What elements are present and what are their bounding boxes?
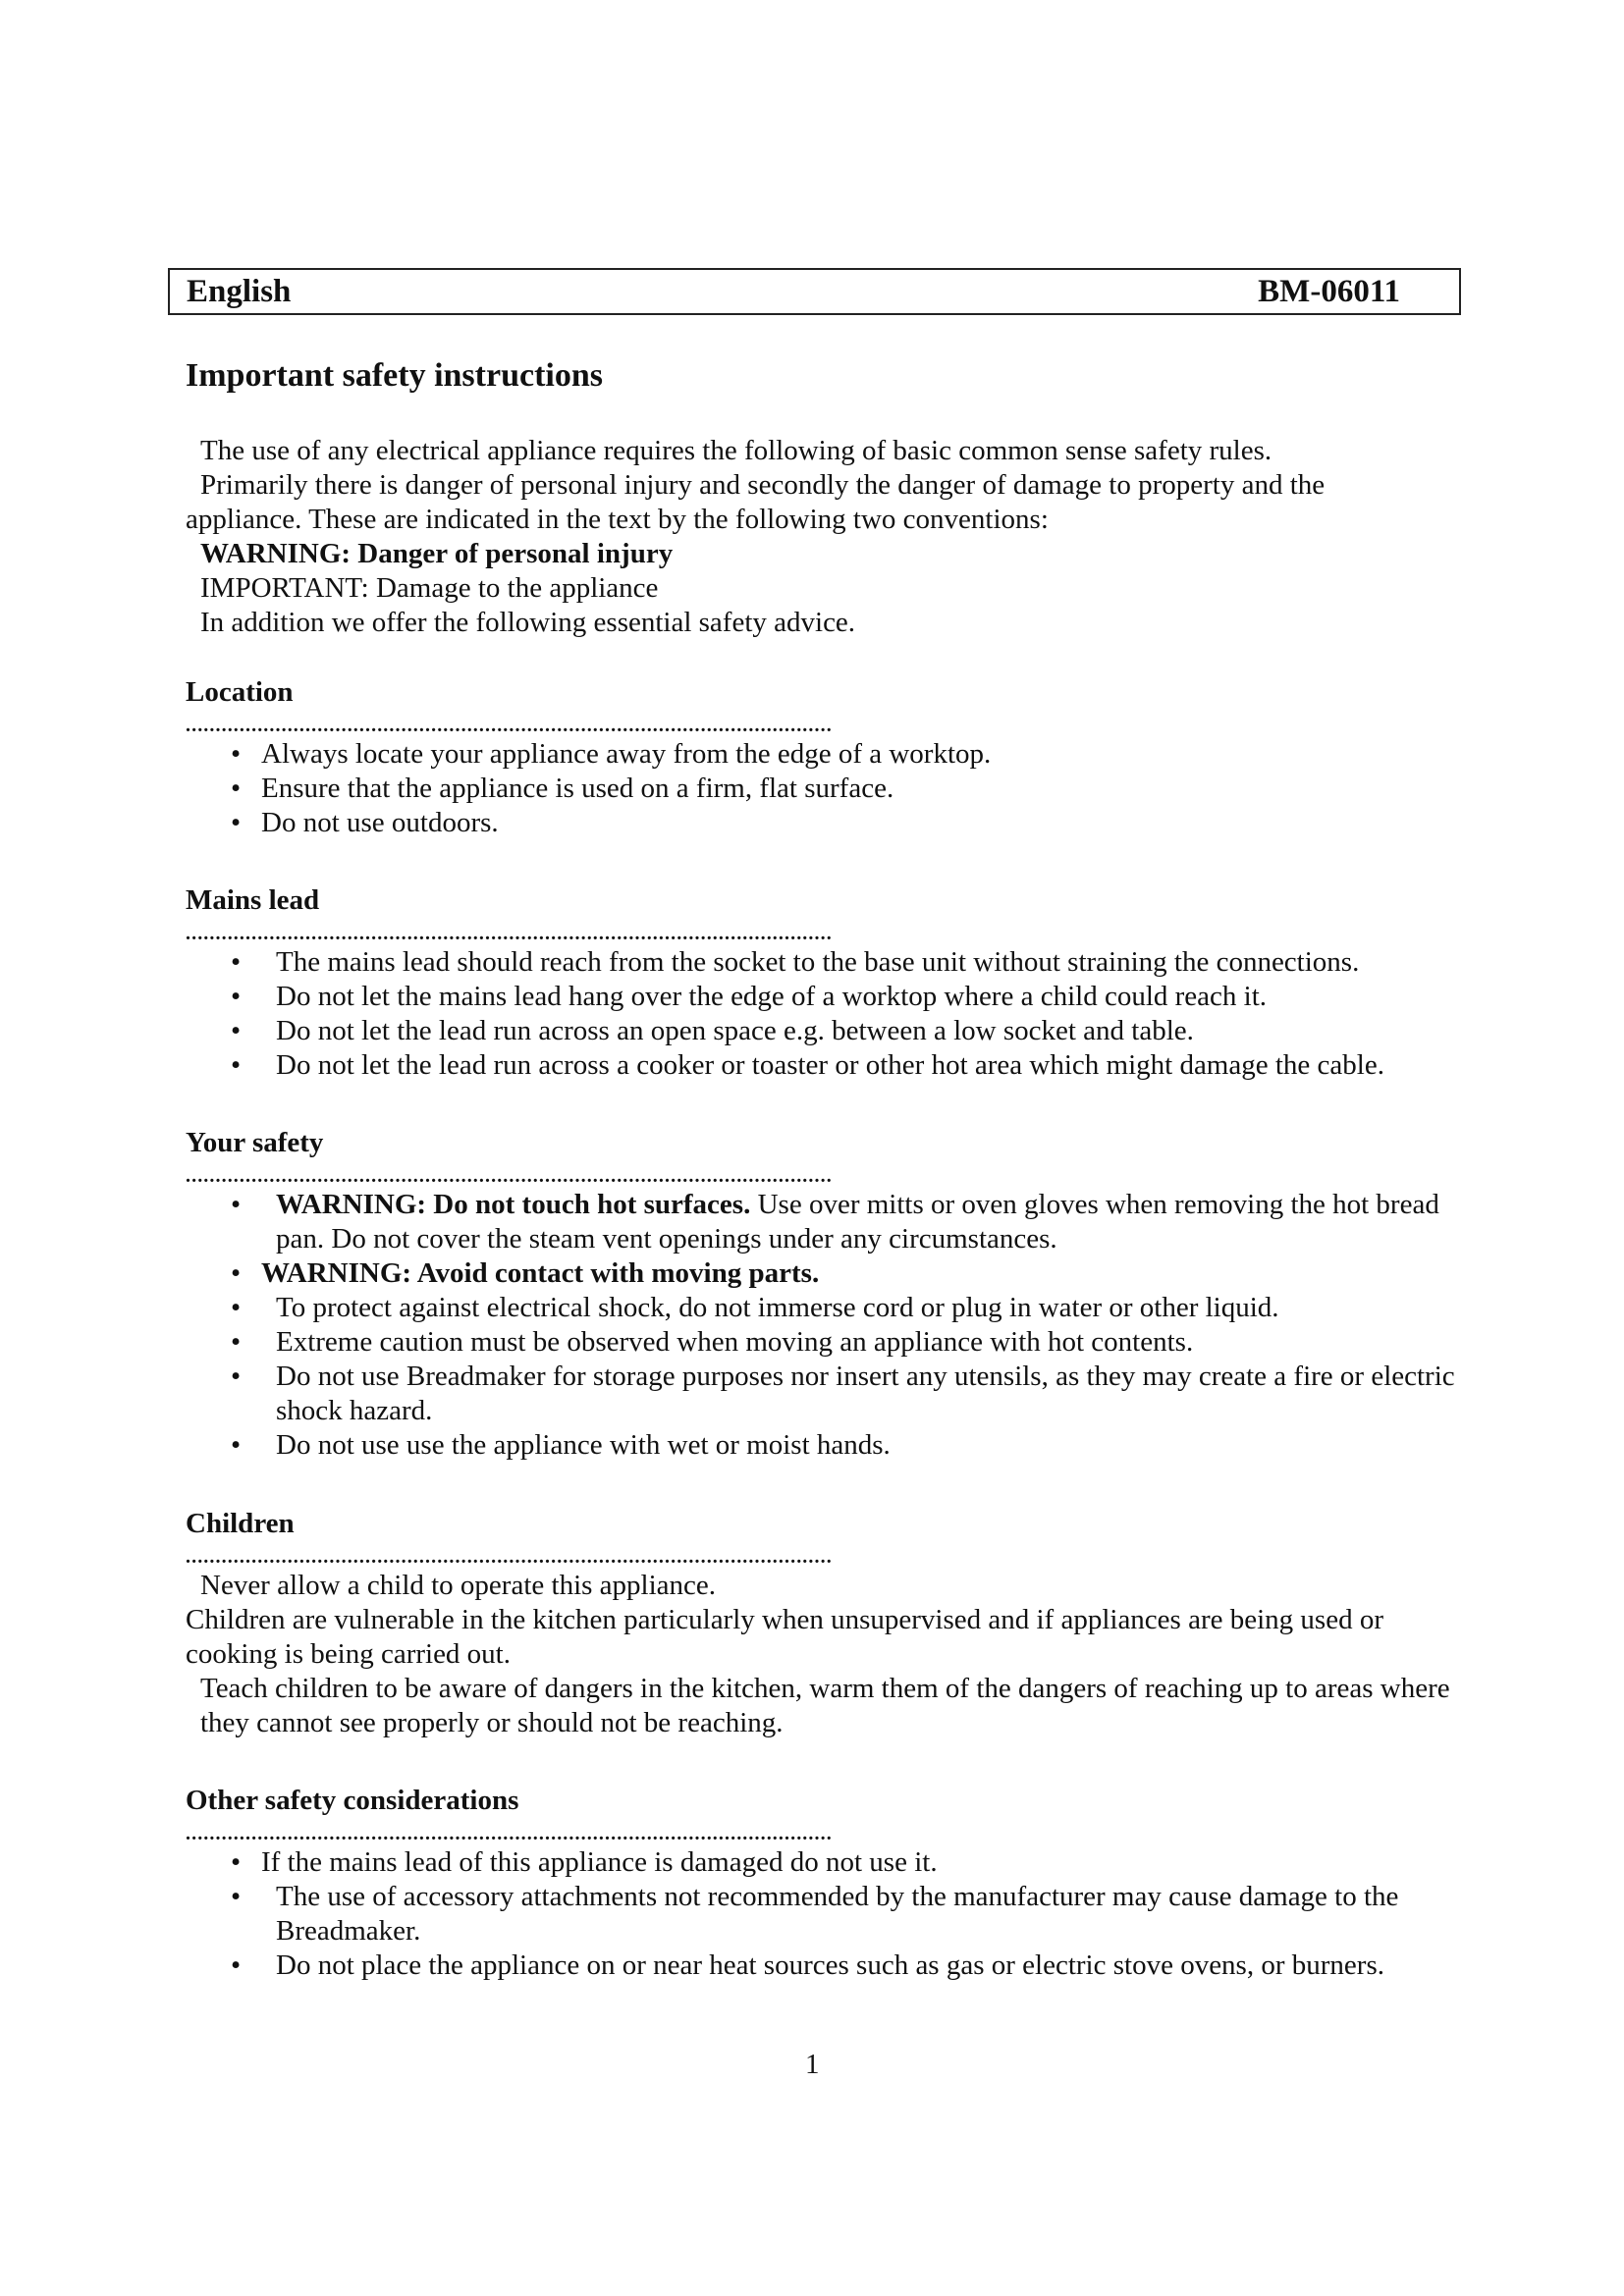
paragraph: Never allow a child to operate this appliance. [200, 1570, 717, 1601]
section-children [186, 1507, 1462, 1740]
list-item: • WARNING: Do not touch hot surfaces. Use over mitts or oven gloves when removing the hot bread pan. Do not cover the steam vent openings under any circumstances. [231, 1189, 1439, 1255]
bullet: • [231, 1292, 242, 1323]
section-heading: Mains lead [186, 884, 320, 916]
bullet: • [231, 1881, 242, 1912]
paragraph: Teach children to be aware of dangers in the kitchen, warm them of the dangers of reaching up to areas where they cannot see properly or should not be reaching. [200, 1673, 1450, 1738]
list-item: • Extreme caution must be observed when moving an appliance with hot contents. [231, 1326, 1194, 1358]
list-item: • To protect against electrical shock, do not immerse cord or plug in water or other liquid. [231, 1292, 1279, 1323]
important-convention: IMPORTANT: Damage to the appliance [200, 572, 659, 604]
bullet: • [231, 773, 242, 804]
bullet: • [231, 1257, 242, 1289]
bullet: • [231, 981, 242, 1012]
list-item: • The mains lead should reach from the socket to the base unit without straining the connections. [231, 946, 1360, 978]
intro-line: The use of any electrical appliance requires the following of basic common sense safety rules. [200, 435, 1272, 466]
intro-line: Primarily there is danger of personal injury and secondly the danger of damage to property and the [200, 469, 1326, 501]
list-item: • Do not use use the appliance with wet or moist hands. [231, 1429, 891, 1461]
list-item: • Do not let the mains lead hang over the edge of a worktop where a child could reach it. [231, 981, 1268, 1012]
list-item: • If the mains lead of this appliance is damaged do not use it. [231, 1846, 938, 1878]
bullet: • [231, 1846, 242, 1878]
section-mains-lead [186, 883, 1462, 1083]
bullet: • [231, 738, 242, 770]
list-item: • Do not place the appliance on or near heat sources such as gas or electric stove ovens, or burners. [231, 1949, 1384, 1981]
dotted-divider: ............................................................................................................ [186, 1168, 833, 1184]
section-other-safety [186, 1784, 1462, 1983]
dotted-divider: ............................................................................................................ [186, 718, 833, 733]
page-number: 1 [805, 2049, 820, 2080]
list-item: • Do not use Breadmaker for storage purposes nor insert any utensils, as they may create a fire or electric shock hazard. [231, 1361, 1455, 1426]
bullet: • [231, 1015, 242, 1046]
page-title: Important safety instructions [186, 357, 603, 394]
model-number: BM-06011 [1258, 274, 1400, 309]
bullet: • [231, 1429, 242, 1461]
section-heading: Your safety [186, 1127, 324, 1158]
bullet: • [231, 1189, 242, 1220]
bullet: • [231, 807, 242, 838]
dotted-divider: ............................................................................................................ [186, 1826, 833, 1842]
bullet: • [231, 946, 242, 978]
bullet: • [231, 1326, 242, 1358]
warning-convention: WARNING: Danger of personal injury [200, 538, 674, 569]
list-item: • Do not let the lead run across a cooker or toaster or other hot area which might damage the cable. [231, 1049, 1384, 1081]
section-heading: Location [186, 676, 294, 708]
section-your-safety [186, 1126, 1462, 1463]
section-heading: Children [186, 1508, 295, 1539]
list-item: • Do not use outdoors. [231, 807, 499, 838]
intro-line: In addition we offer the following essential safety advice. [200, 607, 856, 638]
section-location [186, 675, 1462, 840]
language-label: English [187, 274, 292, 309]
list-item: • WARNING: Avoid contact with moving parts. [231, 1257, 820, 1289]
bullet: • [231, 1049, 242, 1081]
list-item: • Ensure that the appliance is used on a firm, flat surface. [231, 773, 894, 804]
list-item: • Do not let the lead run across an open space e.g. between a low socket and table. [231, 1015, 1194, 1046]
section-heading: Other safety considerations [186, 1785, 519, 1816]
list-item: • Always locate your appliance away from the edge of a worktop. [231, 738, 992, 770]
dotted-divider: ............................................................................................................ [186, 926, 833, 941]
bullet: • [231, 1361, 242, 1392]
bullet: • [231, 1949, 242, 1981]
intro-section [186, 434, 1452, 640]
paragraph: Children are vulnerable in the kitchen particularly when unsupervised and if appliances are being used or cooking is being carried out. [186, 1604, 1383, 1670]
dotted-divider: ............................................................................................................ [186, 1549, 833, 1565]
intro-line: appliance. These are indicated in the text by the following two conventions: [186, 504, 1049, 535]
header-bar [168, 268, 1461, 315]
list-item: • The use of accessory attachments not recommended by the manufacturer may cause damage to the Breadmaker. [231, 1881, 1399, 1947]
